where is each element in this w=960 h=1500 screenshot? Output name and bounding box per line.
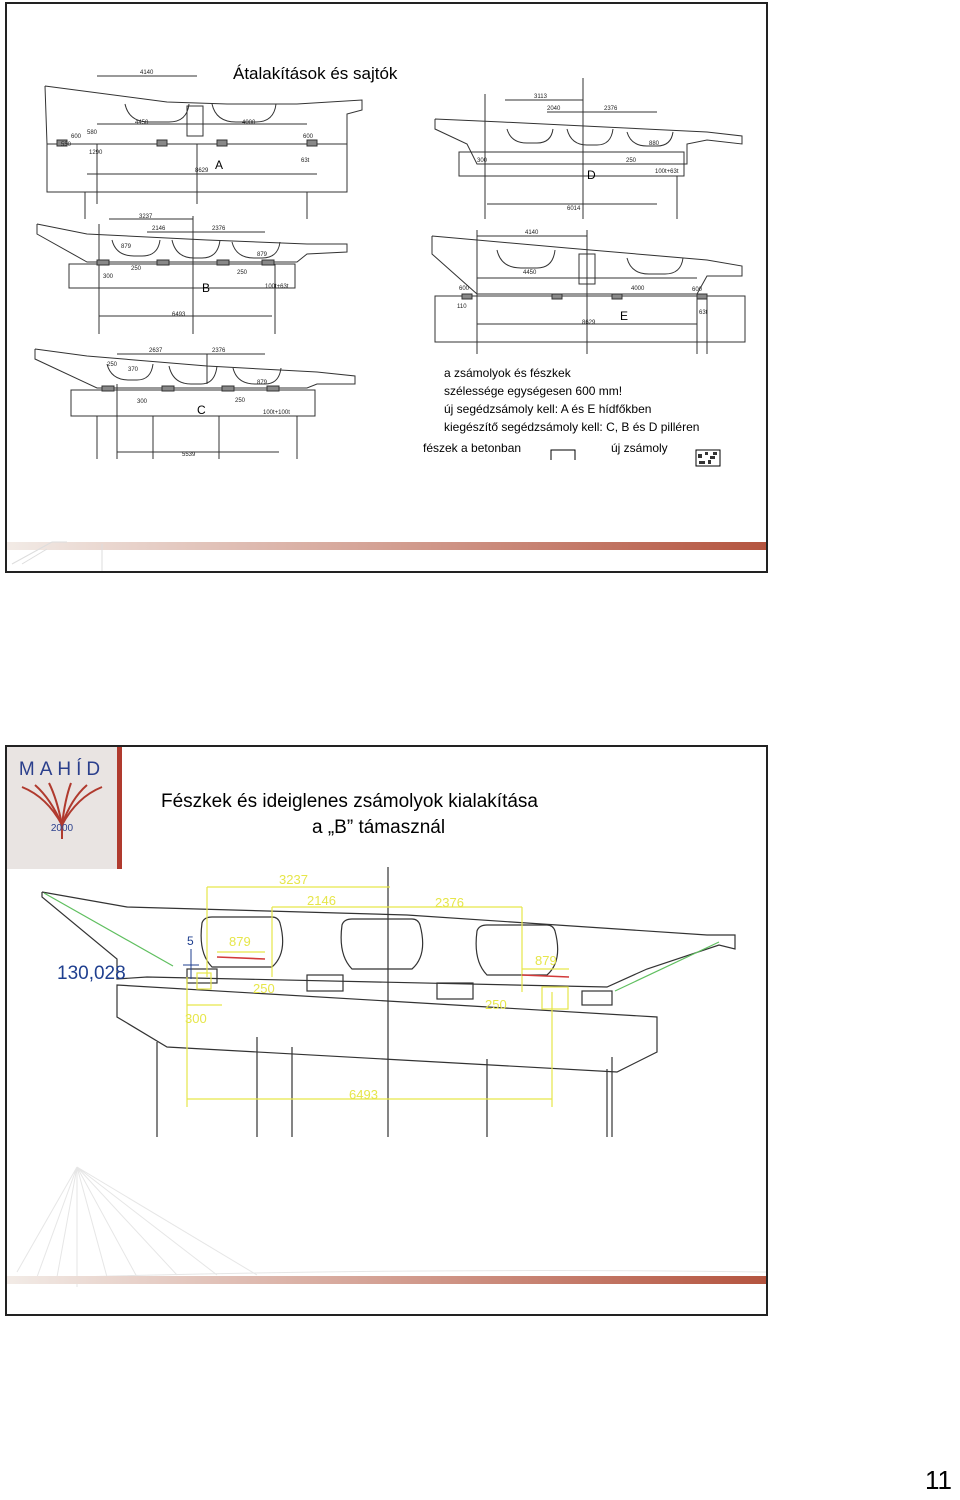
section-label-d: D xyxy=(587,168,596,182)
mahid-logo xyxy=(7,747,122,869)
section-a-drawing xyxy=(45,76,362,219)
note-line-2: szélessége egységesen 600 mm! xyxy=(444,384,623,398)
section-label-a: A xyxy=(215,158,224,172)
dim-a-580: 580 xyxy=(87,130,98,136)
dim-e-600a: 600 xyxy=(459,286,470,292)
dim-a-550: 550 xyxy=(61,142,72,148)
note-line-3: új segédzsámoly kell: A és E hídfőkben xyxy=(444,402,652,416)
dim-b-100t63t: 100t+63t xyxy=(265,284,289,290)
dim-879-right: 879 xyxy=(535,953,557,968)
dim-e-110: 110 xyxy=(457,304,467,310)
dim-c-879: 879 xyxy=(257,380,268,386)
dim-2376: 2376 xyxy=(435,895,464,910)
dim-5: 5 xyxy=(187,934,194,948)
dim-d-300: 300 xyxy=(477,158,488,164)
dim-b-2376: 2376 xyxy=(212,226,226,232)
dim-c-300: 300 xyxy=(137,399,148,405)
dim-b-3237: 3237 xyxy=(139,214,153,220)
section-label-b: B xyxy=(202,281,211,295)
dim-c-5539: 5539 xyxy=(182,452,196,458)
dim-a-63t: 63t xyxy=(301,158,310,164)
slide-nests-stools xyxy=(5,745,768,1316)
dim-e-600b: 600 xyxy=(692,287,703,293)
dim-d-880: 880 xyxy=(649,141,660,147)
legend-nest-label: fészek a betonban xyxy=(423,441,522,455)
dim-250-right: 250 xyxy=(485,997,507,1012)
dim-a-600b: 600 xyxy=(303,134,314,140)
dim-c-100t100t: 100t+100t xyxy=(263,410,290,416)
drawing-slide1 xyxy=(7,4,766,571)
dim-a-8629: 8629 xyxy=(195,168,209,174)
dim-d-3113: 3113 xyxy=(534,94,547,100)
slide1-title: Átalakítások és sajtók xyxy=(233,64,398,83)
dim-b-250a: 250 xyxy=(131,266,142,272)
dim-b-2146: 2146 xyxy=(152,226,166,232)
legend-stool-label: új zsámoly xyxy=(611,441,668,455)
slide2-title-line1: Fészkek és ideiglenes zsámolyok kialakítása xyxy=(161,791,539,812)
yellow-dimension-lines xyxy=(187,887,569,1107)
dim-d-2040: 2040 xyxy=(547,106,561,112)
section-b-drawing xyxy=(37,216,347,334)
logo-year: 2000 xyxy=(50,823,74,834)
section-label-c: C xyxy=(197,403,206,417)
new-stool-symbol-icon xyxy=(696,450,720,466)
dim-a-4000: 4000 xyxy=(242,120,256,126)
page-number: 11 xyxy=(925,1465,952,1495)
dim-e-63t: 63t xyxy=(699,310,708,316)
dim-c-370: 370 xyxy=(128,367,139,373)
dim-d-100t63t: 100t+63t xyxy=(655,169,679,175)
dim-e-4450: 4450 xyxy=(523,270,537,276)
note-line-1: a zsámolyok és fészkek xyxy=(444,366,571,380)
dim-e-4140: 4140 xyxy=(525,230,539,236)
dim-a-600: 600 xyxy=(71,134,82,140)
dim-250-left: 250 xyxy=(253,981,275,996)
dim-b-300: 300 xyxy=(103,274,114,280)
nest-symbol-icon xyxy=(551,450,575,460)
section-c-drawing xyxy=(35,349,355,459)
dim-d-2376: 2376 xyxy=(604,106,618,112)
bridge-watermark-2 xyxy=(7,1167,766,1287)
dim-c-2376: 2376 xyxy=(212,348,226,354)
dim-b-879a: 879 xyxy=(121,244,132,250)
dim-3237: 3237 xyxy=(279,872,308,887)
dim-879-left: 879 xyxy=(229,934,251,949)
dim-d-250: 250 xyxy=(626,158,637,164)
slide2-title-line2: a „B” támasznál xyxy=(312,817,446,838)
note-line-4: kiegészítő segédzsámoly kell: C, B és D pilléren xyxy=(444,420,700,434)
slide-alterations xyxy=(5,2,768,573)
footer-band-2 xyxy=(7,1276,766,1284)
section-label-e: E xyxy=(620,309,629,323)
elevation-label: 130,028 xyxy=(57,963,126,984)
dim-2146: 2146 xyxy=(307,893,336,908)
logo-name: MAHÍD xyxy=(18,759,106,780)
dim-6493: 6493 xyxy=(349,1087,378,1102)
dim-d-6014: 6014 xyxy=(567,206,581,212)
dim-300: 300 xyxy=(185,1011,207,1026)
drawing-slide2 xyxy=(7,747,766,1314)
dim-a-4140: 4140 xyxy=(140,70,154,76)
dim-a-4450: 4450 xyxy=(135,120,149,126)
dim-b-879b: 879 xyxy=(257,252,268,258)
section-d-drawing xyxy=(435,78,742,219)
dim-e-8629: 8629 xyxy=(582,320,596,326)
footer-band xyxy=(7,542,766,550)
dim-e-4000: 4000 xyxy=(631,286,645,292)
dim-a-1290: 1290 xyxy=(89,150,103,156)
dim-b-250b: 250 xyxy=(237,270,248,276)
dim-c-250a: 250 xyxy=(107,362,118,368)
dim-c-2637: 2637 xyxy=(149,348,163,354)
dim-c-250b: 250 xyxy=(235,398,246,404)
dim-b-6493: 6493 xyxy=(172,312,186,318)
